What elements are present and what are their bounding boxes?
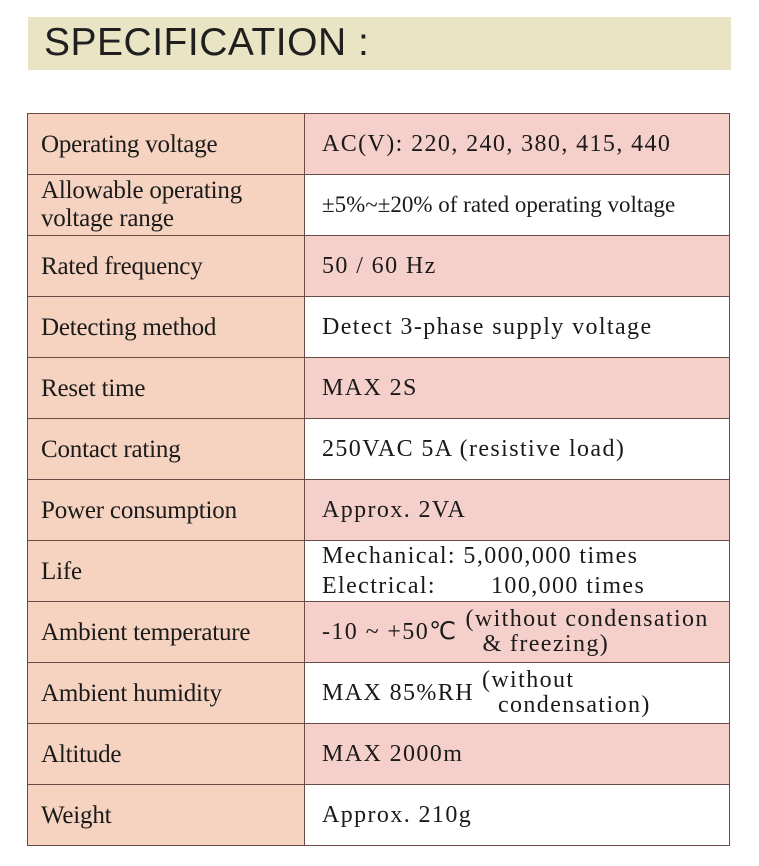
table-row-ambient-temperature <box>28 602 730 663</box>
spec-label-detecting-method: Detecting method <box>28 297 305 358</box>
table-row-contact-rating <box>28 419 730 480</box>
life-mechanical-value: 5,000,000 times <box>463 543 639 569</box>
spec-label-life: Life <box>28 541 305 602</box>
spec-value-life <box>305 541 730 602</box>
ambient-humidity-note-line2: condensation) <box>497 692 651 718</box>
page-title: SPECIFICATION : <box>44 21 370 64</box>
spec-value-ambient-temperature <box>305 602 730 663</box>
table-row-reset-time <box>28 358 730 419</box>
ambient-humidity-max: MAX 85%RH <box>322 680 474 706</box>
spec-label-allowable-range-line2: voltage range <box>41 205 174 232</box>
spec-value-operating-voltage: AC(V): 220, 240, 380, 415, 440 <box>305 114 730 175</box>
life-electrical-label: Electrical: <box>322 573 437 599</box>
table-row-allowable-range <box>28 175 730 236</box>
ambient-temperature-note-line1: (without condensation <box>465 606 709 632</box>
spec-label-reset-time: Reset time <box>28 358 305 419</box>
spec-label-ambient-temperature: Ambient temperature <box>28 602 305 663</box>
specification-table <box>27 113 730 846</box>
section-header <box>28 17 731 70</box>
spec-label-ambient-humidity: Ambient humidity <box>28 663 305 724</box>
spec-label-weight: Weight <box>28 785 305 846</box>
table-row-ambient-humidity <box>28 663 730 724</box>
spec-value-rated-frequency: 50 / 60 Hz <box>305 236 730 297</box>
life-mechanical-label: Mechanical: <box>322 543 457 569</box>
spec-label-allowable-range <box>28 175 305 236</box>
life-electrical-line <box>322 571 729 601</box>
ambient-temperature-range: -10 ~ +50℃ <box>322 619 458 645</box>
spec-value-detecting-method: Detect 3-phase supply voltage <box>305 297 730 358</box>
spec-value-power-consumption: Approx. 2VA <box>305 480 730 541</box>
ambient-humidity-note <box>482 668 651 718</box>
table-row-detecting-method <box>28 297 730 358</box>
ambient-temperature-note <box>465 607 708 657</box>
spec-value-reset-time: MAX 2S <box>305 358 730 419</box>
life-electrical-value: 100,000 times <box>491 573 646 599</box>
spec-value-ambient-humidity <box>305 663 730 724</box>
spec-label-contact-rating: Contact rating <box>28 419 305 480</box>
table-row-power-consumption <box>28 480 730 541</box>
spec-label-allowable-range-line1: Allowable operating <box>41 177 242 204</box>
table-row-life <box>28 541 730 602</box>
spec-label-altitude: Altitude <box>28 724 305 785</box>
spec-value-weight: Approx. 210g <box>305 785 730 846</box>
spec-value-allowable-range: ±5%~±20% of rated operating voltage <box>305 175 730 236</box>
life-mechanical-line <box>322 541 729 571</box>
table-row-operating-voltage <box>28 114 730 175</box>
spec-value-contact-rating: 250VAC 5A (resistive load) <box>305 419 730 480</box>
ambient-humidity-note-line1: (without <box>481 667 575 693</box>
table-row-altitude <box>28 724 730 785</box>
spec-label-rated-frequency: Rated frequency <box>28 236 305 297</box>
table-row-weight <box>28 785 730 846</box>
spec-value-altitude: MAX 2000m <box>305 724 730 785</box>
spec-label-operating-voltage: Operating voltage <box>28 114 305 175</box>
ambient-temperature-note-line2: & freezing) <box>482 631 610 657</box>
table-row-rated-frequency <box>28 236 730 297</box>
spec-label-power-consumption: Power consumption <box>28 480 305 541</box>
